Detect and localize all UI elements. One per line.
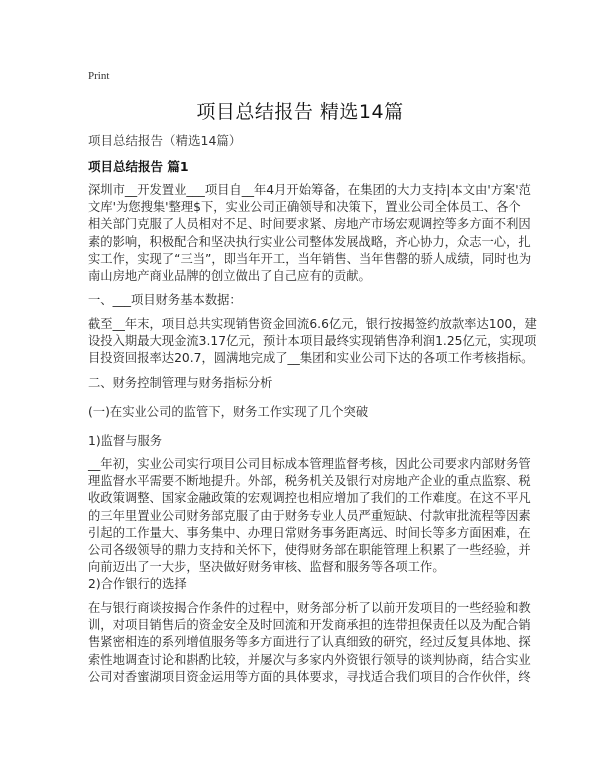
paragraph-line: 理监督水平需要不断地提升。外部，税务机关及银行对房地产企业的重点监察、税 <box>88 474 531 489</box>
paragraph-financial-data <box>88 316 537 368</box>
paragraph-line: 截至__年末，项目总共实现销售资金回流6.6亿元，银行按揭签约放款率达100，建 <box>88 317 537 331</box>
paragraph-line: 的三年里置业公司财务部克服了由于财务专业人员严重短缺、付款审批流程等因素 <box>88 508 531 523</box>
paragraph-line: 公司各级领导的鼎力支持和关怀下，使得财务部在职能管理上积累了一些经验，并 <box>88 542 531 557</box>
paragraph-line: 索性地调查讨论和斟酌比较，并屡次与多家内外资银行领导的谈判协商，结合实业 <box>88 652 531 667</box>
section-heading: 项目总结报告 篇1 <box>88 159 189 174</box>
paragraph-line: 设投入期最大现金流3.17亿元，预计本项目最终实现销售净利润1.25亿元，实现项 <box>88 334 537 349</box>
paragraph-supervision <box>88 456 531 576</box>
paragraph-line: 公司对香蜜湖项目资金运用等方面的具体要求，寻找适合我们项目的合作伙伴，终 <box>88 669 531 684</box>
paragraph-line: 向前迈出了一大步，坚决做好财务审核、监督和服务等各项工作。 <box>88 560 445 575</box>
paragraph-line: 目投资回报率达20.7，圆满地完成了__集团和实业公司下达的各项工作考核指标。 <box>88 351 534 366</box>
paragraph-line: 素的影响，积极配合和坚决执行实业公司整体发展战略，齐心协力，众志一心，扎 <box>88 234 531 249</box>
heading-financial-data: 一、___项目财务基本数据： <box>88 293 242 307</box>
paragraph-line: 训，对项目销售后的资金安全及时回流和开发商承担的连带担保责任以及为配合销 <box>88 618 531 633</box>
heading-bank-selection: 2)合作银行的选择 <box>88 577 187 591</box>
paragraph-line: 售紧密相连的系列增值服务等多方面进行了认真细致的研究，经过反复具体地、探 <box>88 635 531 650</box>
paragraph-line: 深圳市__开发置业___项目自__年4月开始筹备，在集团的大力支持|本文由'方案'范 <box>88 183 531 197</box>
paragraph-intro <box>88 182 532 285</box>
heading-supervision: 1)监督与服务 <box>88 434 163 448</box>
document-subtitle: 项目总结报告（精选14篇） <box>88 133 242 148</box>
paragraph-line: 引起的工作量大、事务集中、办理日常财务事务距离远、时间长等多方面困难，在 <box>88 525 531 540</box>
heading-breakthroughs: (一)在实业公司的监管下，财务工作实现了几个突破 <box>88 405 369 419</box>
print-label: Print <box>88 70 110 82</box>
paragraph-bank-selection <box>88 600 531 686</box>
paragraph-line: __年初，实业公司实行项目公司目标成本管理监督考核，因此公司要求内部财务管 <box>88 457 531 471</box>
paragraph-line: 实工作，实现了“三当”，即当年开工，当年销售、当年售罄的骄人成绩，同时也为 <box>88 251 532 266</box>
paragraph-line: 收政策调整、国家金融政策的宏观调控也相应增加了我们的工作难度。在这不平凡 <box>88 491 531 506</box>
heading-financial-control: 二、财务控制管理与财务指标分析 <box>88 376 273 390</box>
paragraph-line: 文库'为您搜集'整理$下，实业公司正确领导和决策下，置业公司全体员工、各个 <box>88 200 521 215</box>
document-title: 项目总结报告 精选14篇 <box>196 101 404 123</box>
paragraph-line: 南山房地产商业品牌的创立做出了自己应有的贡献。 <box>88 268 371 283</box>
paragraph-line: 相关部门克服了人员相对不足、时间要求紧、房地产市场宏观调控等多方面不利因 <box>88 217 531 232</box>
paragraph-line: 在与银行商谈按揭合作条件的过程中，财务部分析了以前开发项目的一些经验和教 <box>88 601 531 615</box>
